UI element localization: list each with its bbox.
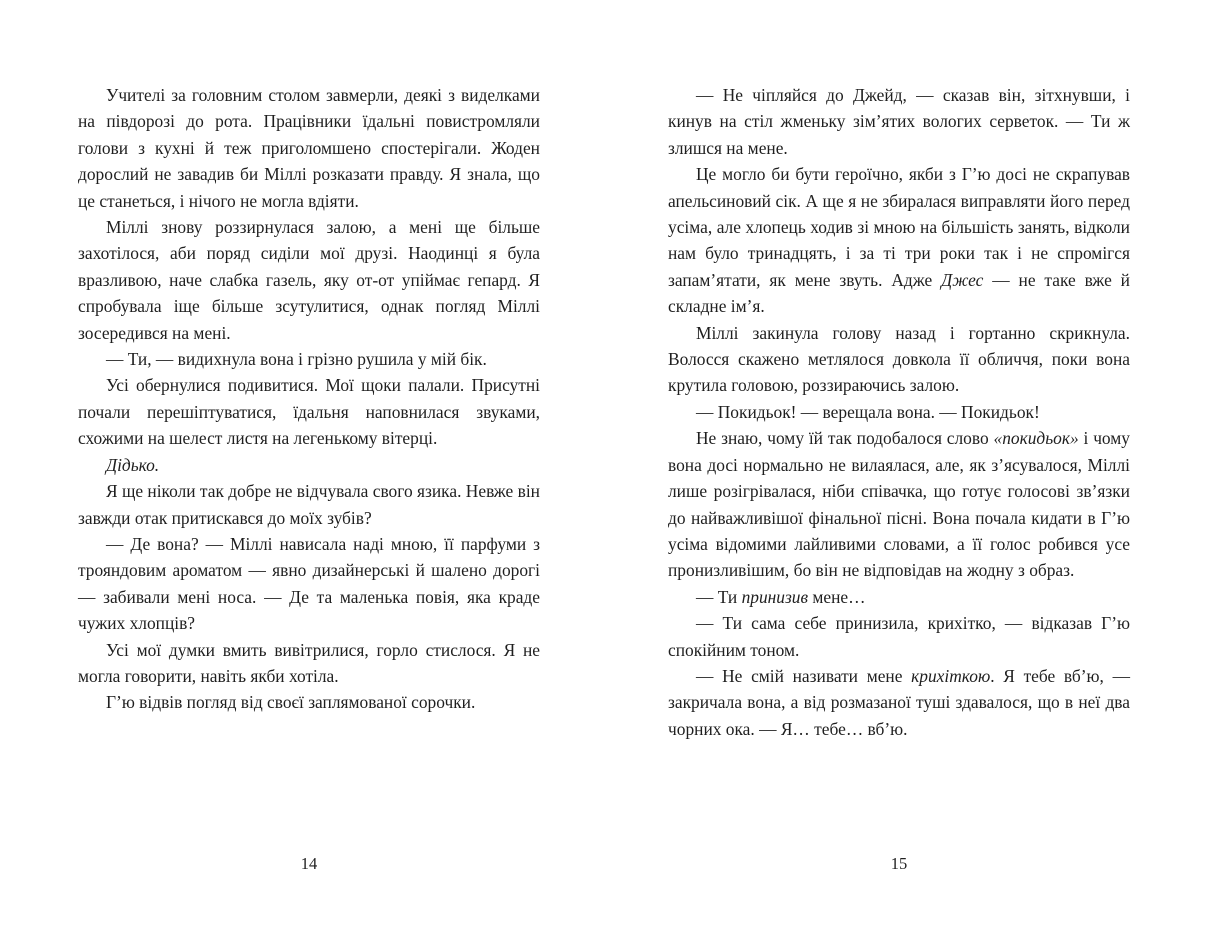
paragraph: — Де вона? — Міллі нависала наді мною, її парфуми з трояндовим ароматом — явно дизайнерські й шалено дорогі — забивали мені носа. — Де та маленька повія, яка краде чужих хлопців? xyxy=(78,533,540,634)
paragraph: Не знаю, чому їй так подобалося слово «покидьок» і чому вона досі нормально не вилаялася, але, як з’ясувалося, Міллі лише розігрівалася, ніби співачка, що готує голосові зв’язки до найважливішої фінальної пісні. Вона почала кидати в Г’ю усіма відомими лайливими словами, а її голос робився усе пронизливішим, бо він не відповідав на жодну з образ. xyxy=(668,428,1130,581)
paragraph: Г’ю відвів погляд від своєї заплямованої сорочки. xyxy=(106,692,476,713)
page-number-right: 15 xyxy=(890,854,908,873)
paragraph: — Не смій називати мене крихіткою. Я тебе вб’ю, — закричала вона, а від розмазаної туші здавалося, що в неї два чорних ока. — Я… тебе… вб’ю. xyxy=(668,665,1130,739)
paragraph: Усі мої думки вмить вивітрилися, горло стислося. Я не могла говорити, навіть якби хотіла. xyxy=(78,639,540,686)
paragraph: Це могло би бути героїчно, якби з Г’ю досі не скрапував апельсиновий сік. А ще я не збиралася виправляти його перед усіма, але хлопець ходив зі мною на більшість занять, відколи нам було тринадцять, і за ті три роки так і не спромігся запам’ятати, як мене звуть. Адже Джес — не таке вже й складне ім’я. xyxy=(668,164,1130,317)
paragraph: — Ти сама себе принизила, крихітко, — відказав Г’ю спокійним тоном. xyxy=(668,613,1130,660)
page-right xyxy=(668,0,1130,926)
italic-text: Джес xyxy=(941,269,984,290)
paragraph: — Ти, — видихнула вона і грізно рушила у мій бік. xyxy=(106,349,487,370)
paragraph: — Не чіпляйся до Джейд, — сказав він, зітхнувши, і кинув на стіл жменьку зім’ятих вологих серветок. — Ти ж злишся на мене. xyxy=(668,85,1130,158)
paragraph: Учителі за головним столом завмерли, деякі з виделками на півдорозі до рота. Працівники їдальні повистромляли голови з кухні й теж приголомшено спостерігали. Жоден дорослий не завадив би Міллі розказати правду. Я знала, що це станеться, і нічого не могла вдіяти. xyxy=(78,85,540,211)
paragraph: — Покидьок! — верещала вона. — Покидьок! xyxy=(696,401,1040,422)
italic-text: принизив xyxy=(741,586,809,607)
page-right-content xyxy=(668,82,1130,742)
paragraph: Міллі закинула голову назад і гортанно скрикнула. Волосся скажено метлялося довкола її обличчя, поки вона крутила головою, роззираючись залою. xyxy=(668,322,1130,396)
paragraph: Міллі знову роззирнулася залою, а мені ще більше захотілося, аби поряд сиділи мої друзі. Наодинці я була вразливою, наче слабка газель, яку от-от упіймає гепард. Я спробувала іще більше зсутулитися, однак погляд Міллі зосередився на мені. xyxy=(78,217,540,343)
page-left-content xyxy=(78,82,540,716)
paragraph: — Ти принизив мене… xyxy=(696,586,866,607)
paragraph: Я ще ніколи так добре не відчувала свого язика. Невже він завжди отак притискався до моїх зубів? xyxy=(78,481,540,528)
page-left xyxy=(78,0,540,926)
paragraph xyxy=(78,452,540,478)
italic-text: крихіткою xyxy=(911,665,991,686)
italic-text: Дідько. xyxy=(106,454,160,475)
paragraph: Усі обернулися подивитися. Мої щоки палали. Присутні почали перешіптуватися, їдальня наповнилася звуками, схожими на шелест листя на легенькому вітерці. xyxy=(78,375,540,449)
italic-text: «покидьок» xyxy=(993,428,1079,449)
page-number-left: 14 xyxy=(300,854,318,873)
